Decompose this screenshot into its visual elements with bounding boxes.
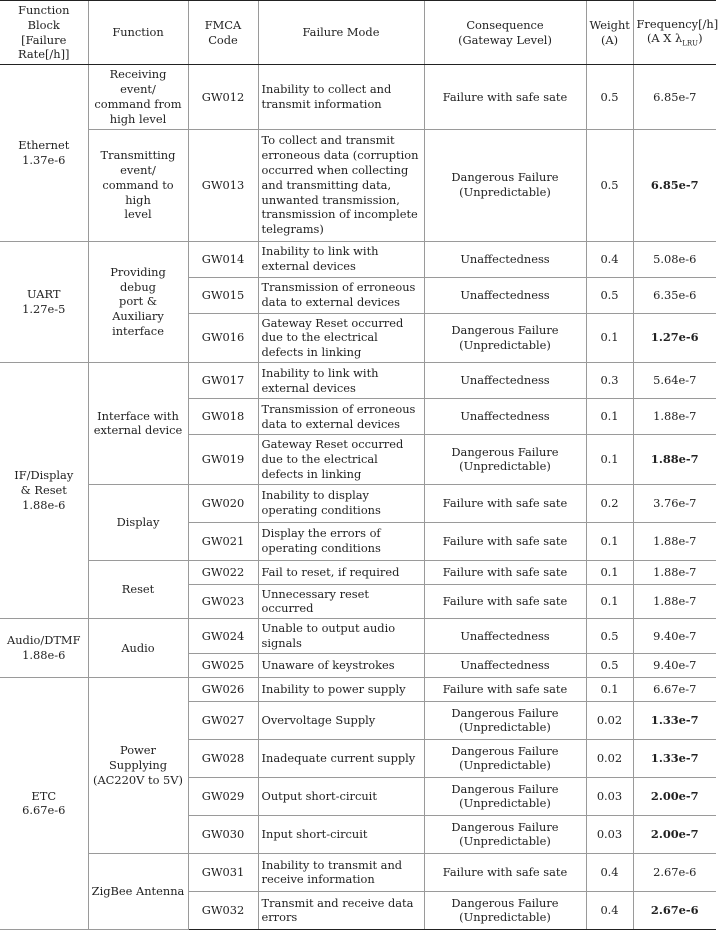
table-row — [0, 619, 716, 654]
fmca-code-cell: GW012 — [188, 65, 258, 129]
function-cell: Audio — [88, 619, 188, 678]
header-frequency: Frequency[/h] (A X $\lambda_{LRU}$) — [633, 1, 716, 65]
frequency-cell: 1.88e-7 — [633, 399, 716, 435]
consequence-cell: Dangerous Failure (Unpredictable) — [424, 129, 586, 241]
consequence-cell: Unaffectedness — [424, 653, 586, 677]
consequence-cell: Failure with safe sate — [424, 522, 586, 560]
weight-cell: 0.1 — [586, 522, 633, 560]
weight-cell: 0.1 — [586, 677, 633, 701]
failure-mode-cell: Transmission of erroneous data to external devices — [258, 399, 424, 435]
function-cell: Receiving event/ command from high level — [88, 65, 188, 129]
function-cell: ZigBee Antenna — [88, 853, 188, 929]
lru-subscript: LRU — [682, 39, 699, 48]
fmca-code-cell: GW014 — [188, 241, 258, 277]
frequency-cell: 9.40e-7 — [633, 653, 716, 677]
failure-mode-cell: Overvoltage Supply — [258, 701, 424, 739]
frequency-cell: 6.67e-7 — [633, 677, 716, 701]
failure-mode-cell: Inability to transmit and receive information — [258, 853, 424, 891]
function-cell: Providing debug port & Auxiliary interface — [88, 241, 188, 362]
table-row — [0, 677, 716, 701]
fmca-code-cell: GW017 — [188, 363, 258, 399]
function-cell: Reset — [88, 560, 188, 619]
frequency-cell: 2.00e-7 — [633, 815, 716, 853]
fmca-code-cell: GW032 — [188, 891, 258, 929]
failure-mode-cell: Inability to collect and transmit information — [258, 65, 424, 129]
consequence-cell: Unaffectedness — [424, 277, 586, 313]
weight-cell: 0.1 — [586, 435, 633, 484]
function-block-audio-dtmf: Audio/DTMF 1.88e-6 — [0, 619, 88, 678]
fmca-code-cell: GW030 — [188, 815, 258, 853]
failure-mode-cell: Gateway Reset occurred due to the electrical defects in linking — [258, 313, 424, 362]
header-function-block: Function Block [Failure Rate[/h]] — [0, 1, 88, 65]
frequency-cell: 5.08e-6 — [633, 241, 716, 277]
consequence-cell: Dangerous Failure (Unpredictable) — [424, 777, 586, 815]
fmca-code-cell: GW024 — [188, 619, 258, 654]
weight-cell: 0.03 — [586, 777, 633, 815]
function-block-if-display-reset: IF/Display & Reset 1.88e-6 — [0, 363, 88, 619]
frequency-cell: 1.88e-7 — [633, 435, 716, 484]
table-row — [0, 65, 716, 129]
frequency-cell: 2.67e-6 — [633, 853, 716, 891]
fmca-code-cell: GW018 — [188, 399, 258, 435]
consequence-cell: Dangerous Failure (Unpredictable) — [424, 815, 586, 853]
weight-cell: 0.5 — [586, 619, 633, 654]
fmca-code-cell: GW019 — [188, 435, 258, 484]
failure-mode-cell: Inability to link with external devices — [258, 241, 424, 277]
weight-cell: 0.5 — [586, 65, 633, 129]
frequency-cell: 1.33e-7 — [633, 701, 716, 739]
failure-mode-cell: Output short-circuit — [258, 777, 424, 815]
consequence-cell: Failure with safe sate — [424, 677, 586, 701]
weight-cell: 0.4 — [586, 853, 633, 891]
weight-cell: 0.3 — [586, 363, 633, 399]
weight-cell: 0.5 — [586, 277, 633, 313]
function-cell: Interface with external device — [88, 363, 188, 484]
weight-cell: 0.1 — [586, 313, 633, 362]
weight-cell: 0.2 — [586, 484, 633, 522]
fmca-code-cell: GW022 — [188, 560, 258, 584]
frequency-cell: 2.67e-6 — [633, 891, 716, 929]
frequency-cell: 5.64e-7 — [633, 363, 716, 399]
failure-mode-cell: Unable to output audio signals — [258, 619, 424, 654]
frequency-cell: 3.76e-7 — [633, 484, 716, 522]
weight-cell: 0.1 — [586, 584, 633, 619]
function-cell: Power Supplying (AC220V to 5V) — [88, 677, 188, 853]
function-block-etc: ETC 6.67e-6 — [0, 677, 88, 929]
weight-cell: 0.03 — [586, 815, 633, 853]
weight-cell: 0.5 — [586, 653, 633, 677]
table-row — [0, 484, 716, 522]
header-fmca-code: FMCA Code — [188, 1, 258, 65]
header-consequence: Consequence (Gateway Level) — [424, 1, 586, 65]
fmca-code-cell: GW027 — [188, 701, 258, 739]
header-row — [0, 1, 716, 65]
failure-mode-cell: Inability to display operating conditions — [258, 484, 424, 522]
fmca-code-cell: GW031 — [188, 853, 258, 891]
fmca-code-cell: GW013 — [188, 129, 258, 241]
failure-mode-cell: Inadequate current supply — [258, 739, 424, 777]
table-row — [0, 363, 716, 399]
weight-cell: 0.4 — [586, 241, 633, 277]
failure-mode-cell: Display the errors of operating conditions — [258, 522, 424, 560]
fmca-code-cell: GW026 — [188, 677, 258, 701]
consequence-cell: Dangerous Failure (Unpredictable) — [424, 739, 586, 777]
frequency-cell: 1.88e-7 — [633, 560, 716, 584]
consequence-cell: Unaffectedness — [424, 619, 586, 654]
frequency-cell: 9.40e-7 — [633, 619, 716, 654]
consequence-cell: Unaffectedness — [424, 363, 586, 399]
consequence-cell: Failure with safe sate — [424, 584, 586, 619]
fmca-code-cell: GW020 — [188, 484, 258, 522]
failure-mode-cell: Unnecessary reset occurred — [258, 584, 424, 619]
failure-mode-cell: To collect and transmit erroneous data (corruption occurred when collecting and transmitting data, unwanted transmission, transmission of incomplete telegrams) — [258, 129, 424, 241]
weight-cell: 0.02 — [586, 701, 633, 739]
function-cell: Transmitting event/ command to high level — [88, 129, 188, 241]
frequency-cell: 2.00e-7 — [633, 777, 716, 815]
weight-cell: 0.02 — [586, 739, 633, 777]
failure-mode-cell: Input short-circuit — [258, 815, 424, 853]
failure-mode-cell: Inability to power supply — [258, 677, 424, 701]
frequency-cell: 1.33e-7 — [633, 739, 716, 777]
frequency-cell: 6.35e-6 — [633, 277, 716, 313]
header-failure-mode: Failure Mode — [258, 1, 424, 65]
frequency-cell: 1.88e-7 — [633, 522, 716, 560]
weight-cell: 0.5 — [586, 129, 633, 241]
fmca-code-cell: GW015 — [188, 277, 258, 313]
consequence-cell: Unaffectedness — [424, 399, 586, 435]
fmca-code-cell: GW021 — [188, 522, 258, 560]
consequence-cell: Failure with safe sate — [424, 853, 586, 891]
header-weight: Weight (A) — [586, 1, 633, 65]
consequence-cell: Failure with safe sate — [424, 560, 586, 584]
fmca-code-cell: GW016 — [188, 313, 258, 362]
table-row — [0, 129, 716, 241]
frequency-cell: 6.85e-7 — [633, 129, 716, 241]
consequence-cell: Failure with safe sate — [424, 484, 586, 522]
weight-cell: 0.4 — [586, 891, 633, 929]
table-row — [0, 241, 716, 277]
failure-mode-cell: Fail to reset, if required — [258, 560, 424, 584]
weight-cell: 0.1 — [586, 399, 633, 435]
consequence-cell: Dangerous Failure (Unpredictable) — [424, 701, 586, 739]
consequence-cell: Dangerous Failure (Unpredictable) — [424, 891, 586, 929]
consequence-cell: Dangerous Failure (Unpredictable) — [424, 435, 586, 484]
frequency-cell: 1.88e-7 — [633, 584, 716, 619]
function-block-ethernet: Ethernet 1.37e-6 — [0, 65, 88, 241]
consequence-cell: Unaffectedness — [424, 241, 586, 277]
fmca-code-cell: GW025 — [188, 653, 258, 677]
header-function: Function — [88, 1, 188, 65]
frequency-cell: 1.27e-6 — [633, 313, 716, 362]
fmca-code-cell: GW029 — [188, 777, 258, 815]
fmca-code-cell: GW028 — [188, 739, 258, 777]
failure-mode-cell: Transmission of erroneous data to external devices — [258, 277, 424, 313]
fmca-code-cell: GW023 — [188, 584, 258, 619]
table-row — [0, 853, 716, 891]
function-cell: Display — [88, 484, 188, 560]
table-row — [0, 560, 716, 584]
failure-mode-cell: Transmit and receive data errors — [258, 891, 424, 929]
failure-mode-cell: Gateway Reset occurred due to the electrical defects in linking — [258, 435, 424, 484]
weight-cell: 0.1 — [586, 560, 633, 584]
consequence-cell: Dangerous Failure (Unpredictable) — [424, 313, 586, 362]
consequence-cell: Failure with safe sate — [424, 65, 586, 129]
frequency-cell: 6.85e-7 — [633, 65, 716, 129]
failure-mode-cell: Unaware of keystrokes — [258, 653, 424, 677]
failure-mode-cell: Inability to link with external devices — [258, 363, 424, 399]
function-block-uart: UART 1.27e-5 — [0, 241, 88, 362]
